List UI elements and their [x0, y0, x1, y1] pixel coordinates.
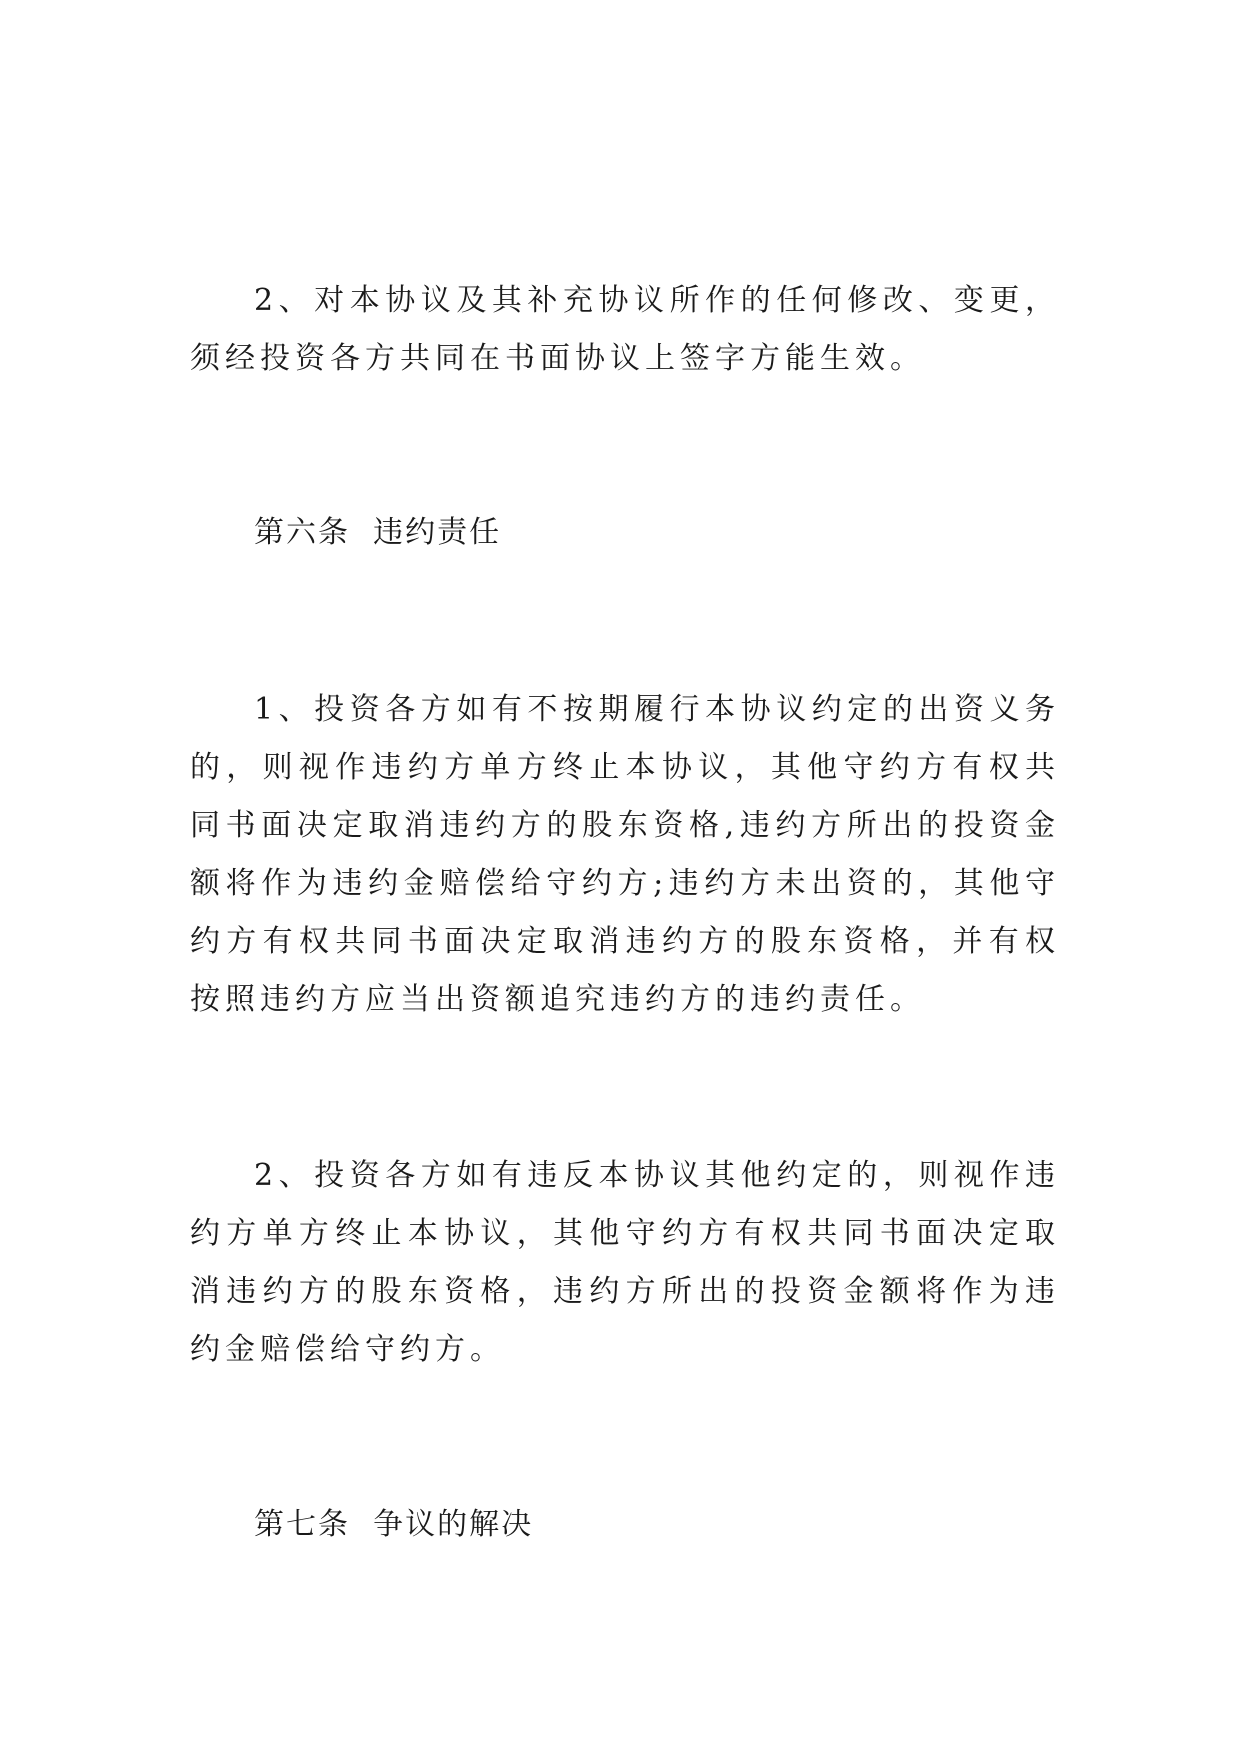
clause6-item2-paragraph: 2、投资各方如有违反本协议其他约定的，则视作违约方单方终止本协议，其他守约方有权共同书面决定取消违约方的股东资格，违约方所出的投资金额将作为违约金赔偿给守约方。: [190, 1158, 1060, 1367]
clause6-heading: 第六条 违约责任: [254, 515, 502, 550]
clause6-item1-paragraph: 1、投资各方如有不按期履行本协议约定的出资义务的，则视作违约方单方终止本协议，其他守约方有权共同书面决定取消违约方的股东资格,违约方所出的投资金额将作为违约金赔偿给守约方;违约方未出资的，其他守约方有权共同书面决定取消违约方的股东资格，并有权按照违约方应当出资额追究违约方的违约责任。: [190, 692, 1060, 1017]
clause7-heading: 第七条 争议的解决: [254, 1507, 534, 1542]
clause5-item2-paragraph: 2、对本协议及其补充协议所作的任何修改、变更，须经投资各方共同在书面协议上签字方能生效。: [190, 283, 1060, 376]
